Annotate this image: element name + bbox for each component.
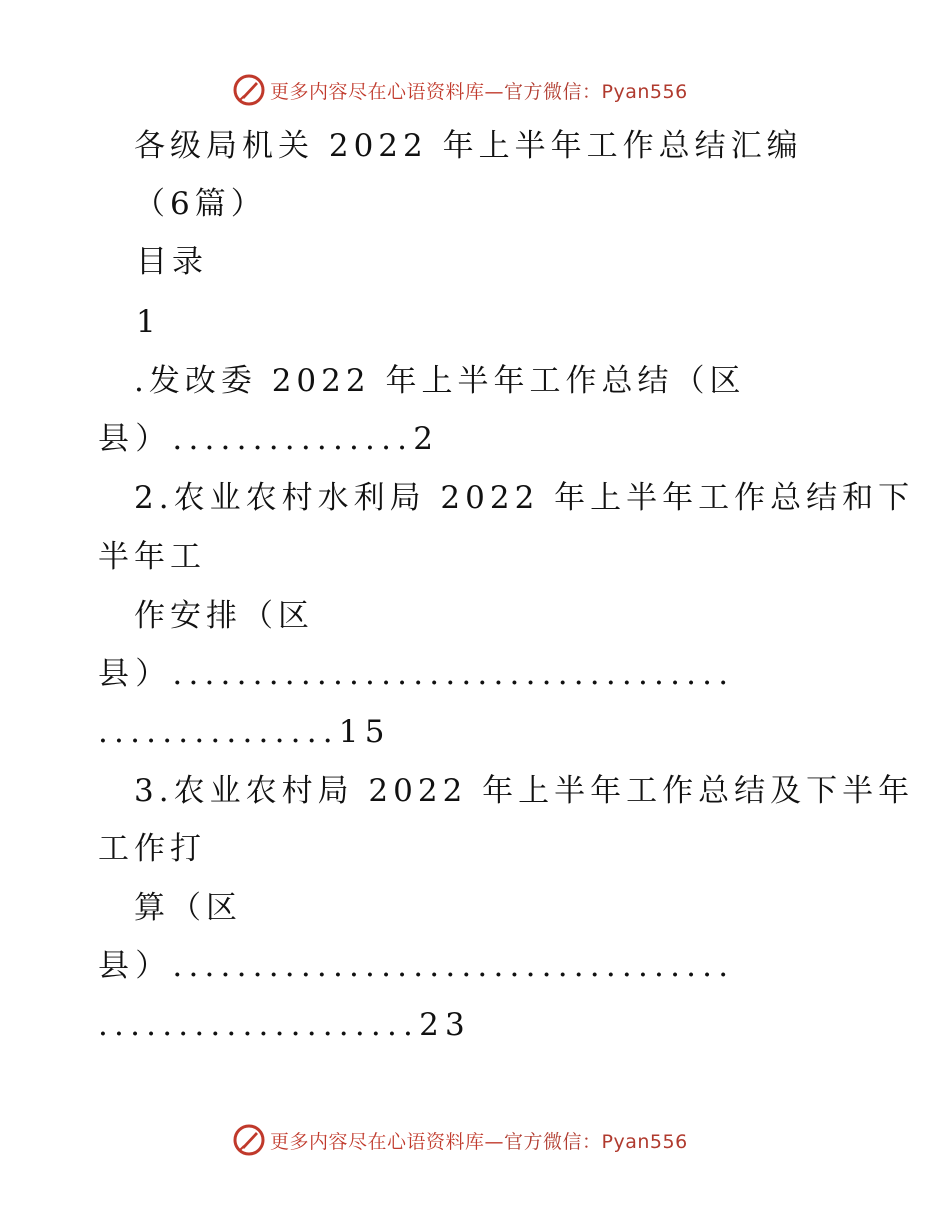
toc-entry-2-page: ...............15 xyxy=(98,714,391,750)
watermark-banner-bottom xyxy=(232,1122,688,1158)
watermark-text: 更多内容尽在心语资料库—官方微信：Pyan556 xyxy=(270,1130,688,1153)
watermark-banner-top xyxy=(232,72,688,108)
quill-pen-seal-icon xyxy=(232,73,266,107)
document-title-count: （6篇） xyxy=(134,186,267,222)
toc-entry-2-title-cont: 作安排（区 xyxy=(134,598,314,634)
toc-entry-3-leader: 县）................................... xyxy=(98,948,735,984)
toc-entry-3-title: 3.农业农村局 2022 年上半年工作总结及下半年 xyxy=(134,773,915,809)
toc-line: 1 xyxy=(136,304,161,340)
toc-entry-3-page: ....................23 xyxy=(98,1007,471,1043)
toc-entry-2-leader: 县）................................... xyxy=(98,656,735,692)
quill-pen-seal-icon xyxy=(232,1123,266,1157)
watermark-text: 更多内容尽在心语资料库—官方微信：Pyan556 xyxy=(270,80,688,103)
toc-entry-1-leader: 县）...............2 xyxy=(98,421,440,457)
toc-entry-3-title-cont: 算（区 xyxy=(134,890,242,926)
toc-entry-1-title: .发改委 2022 年上半年工作总结（区 xyxy=(134,363,746,399)
document-title: 各级局机关 2022 年上半年工作总结汇编 xyxy=(134,128,803,164)
toc-entry-2-title: 2.农业农村水利局 2022 年上半年工作总结和下 xyxy=(134,480,915,516)
toc-heading: 目录 xyxy=(136,244,208,280)
toc-entry-2-title-cont: 半年工 xyxy=(98,539,206,575)
toc-entry-3-title-cont: 工作打 xyxy=(98,831,206,867)
